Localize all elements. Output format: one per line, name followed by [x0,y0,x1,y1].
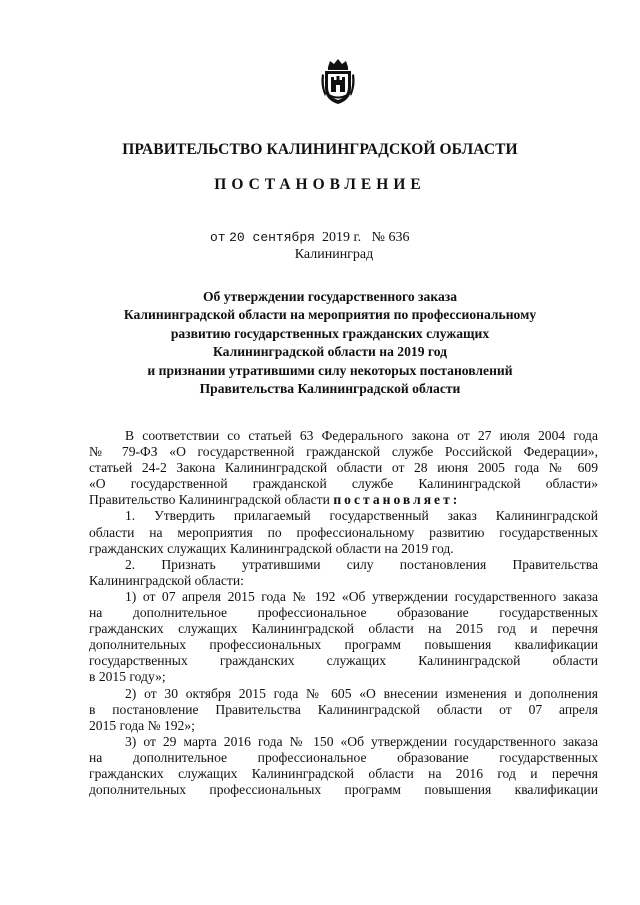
body-line: гражданских служащих Калининградской области на 2019 год. [89,540,454,556]
resolve-prefix: Правительство Калининградской области [89,492,330,508]
document-body [89,428,598,798]
body-line: в постановление Правительства Калининградской области от 07 апреля [89,701,598,717]
body-line: В соответствии со статьей 63 Федерального закона от 27 июля 2004 года [125,428,598,443]
date-year: 2019 г. [321,230,362,245]
subject-line: развитию государственных гражданских служащих [170,325,490,341]
subject-line: Калининградской области на 2019 год [212,344,448,360]
subject-line: Об утверждении государственного заказа [202,289,458,304]
document-number: № 636 [371,230,410,245]
date-prefix: от [210,230,226,245]
date-day-month: 20 сентября [229,230,315,245]
body-line: дополнительных профессиональных программ повышения квалификации [89,782,598,798]
body-line: области на мероприятия по профессиональному развитию государственных [89,524,598,540]
body-line: 1. Утвердить прилагаемый государственный заказ Калининградской [125,508,598,524]
body-line: государственных гражданских служащих Калининградской области [89,653,598,669]
subject-line: Калининградской области на мероприятия по профессиональному [123,307,537,323]
body-line: гражданских служащих Калининградской области на 2016 год и перечня [89,765,598,781]
body-line: 3) от 29 марта 2016 года № 150 «Об утверждении государственного заказа [125,733,598,749]
body-line: 2. Признать утратившими силу постановления Правительства [125,556,598,572]
document-type: ПОСТАНОВЛЕНИЕ [214,176,426,193]
body-line: в 2015 году»; [89,669,166,685]
body-line [89,492,598,508]
body-line: дополнительных профессиональных программ повышения квалификации [89,637,598,653]
subject-line: Правительства Калининградской области [199,381,461,397]
date-number-line [210,230,409,246]
document-subject [80,288,580,398]
government-title: ПРАВИТЕЛЬСТВО КАЛИНИНГРАДСКОЙ ОБЛАСТИ [122,141,518,158]
body-line: 1) от 07 апреля 2015 года № 192 «Об утверждении государственного заказа [125,588,598,604]
body-line: «О государственной гражданской службе Калининградской области» [89,476,598,492]
body-line: на дополнительное профессиональное образование государственных [89,605,598,621]
resolve-word: постановляет: [333,492,461,508]
subject-line: и признании утратившими силу некоторых постановлений [147,362,513,378]
body-line: на дополнительное профессиональное образование государственных [89,749,598,765]
body-line: 2015 года № 192»; [89,717,195,733]
kaliningrad-coat-of-arms-icon [318,58,358,106]
body-line: Калининградской области: [89,572,244,588]
body-line: статьей 24-2 Закона Калининградской области от 28 июня 2005 года № 609 [89,460,598,476]
city: Калининград [294,247,374,262]
body-line: № 79-ФЗ «О государственной гражданской службе Российской Федерации», [89,444,598,460]
body-line: 2) от 30 октября 2015 года № 605 «О внесении изменения и дополнения [125,685,598,701]
body-line: гражданских служащих Калининградской области на 2015 год и перечня [89,621,598,637]
